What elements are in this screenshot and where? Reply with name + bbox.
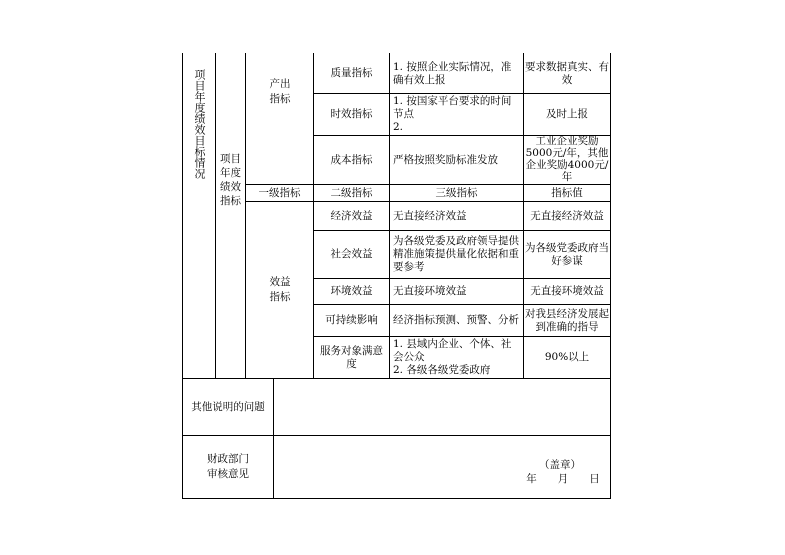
- finance-seal: （盖章）: [539, 458, 581, 471]
- header-level1: 一级指标: [258, 186, 301, 199]
- finance-label: 财政部门审核意见: [207, 453, 249, 480]
- output-row-desc: 1. 按国家平台要求的时间节点 2.: [393, 95, 512, 133]
- table-border-bottom: [182, 498, 611, 499]
- benefit-row-value: 为各级党委政府当好参谋: [525, 241, 609, 267]
- benefit-row-desc: 无直接经济效益: [393, 209, 467, 222]
- output-row-name: 时效指标: [330, 108, 373, 120]
- other-notes-label: 其他说明的问题: [191, 400, 265, 413]
- header-level2: 二级指标: [330, 186, 373, 199]
- finance-date: 年 月 日: [526, 472, 600, 485]
- table-border-right: [610, 53, 611, 499]
- benefit-row-name: 社会效益: [330, 248, 373, 260]
- section-title: 项目年度绩效目标情况: [193, 69, 206, 179]
- benefit-row-value: 无直接经济效益: [530, 209, 604, 222]
- sub-section-title: 项目年度绩效指标: [220, 153, 241, 207]
- col-line-a: [215, 53, 216, 378]
- output-row-name: 质量指标: [330, 67, 373, 79]
- benefit-row-desc: 无直接环境效益: [393, 285, 467, 297]
- benefit-row-value: 对我县经济发展起到准确的指导: [525, 307, 609, 333]
- col-line-d: [389, 53, 390, 378]
- benefit-row-value: 90%以上: [544, 351, 590, 363]
- col-line-b: [245, 53, 246, 378]
- benefit-row-desc: 经济指标预测、预警、分析: [393, 314, 519, 326]
- benefit-category: 效益指标: [269, 276, 291, 303]
- benefit-row-desc: 为各级党委及政府领导提供精准施策提供量化依据和重要参考: [393, 235, 519, 273]
- output-category: 产出指标: [269, 78, 291, 105]
- other-notes-content[interactable]: [274, 379, 610, 435]
- output-row-value: 要求数据真实、有效: [525, 60, 609, 86]
- col-line-e: [523, 53, 524, 378]
- benefit-row-name: 服务对象满意度: [320, 344, 383, 370]
- output-row-desc: 1. 按照企业实际情况，准确有效上报: [393, 60, 512, 86]
- benefit-row-value: 无直接环境效益: [530, 285, 604, 297]
- benefit-row-name: 环境效益: [330, 285, 373, 297]
- benefit-row-name: 经济效益: [330, 209, 373, 222]
- header-level3: 三级指标: [435, 186, 478, 199]
- header-value: 指标值: [551, 186, 583, 199]
- output-row-desc: 严格按照奖励标准发放: [393, 153, 498, 166]
- benefit-row-desc: 1. 县域内企业、个体、社会公众 2. 各级各级党委政府: [393, 338, 512, 376]
- output-row-value: 工业企业奖励5000元/年，其他企业奖励4000元/年: [525, 135, 609, 183]
- benefit-row-name: 可持续影响: [325, 314, 378, 326]
- output-row-value: 及时上报: [546, 108, 588, 120]
- output-row-name: 成本指标: [330, 153, 373, 166]
